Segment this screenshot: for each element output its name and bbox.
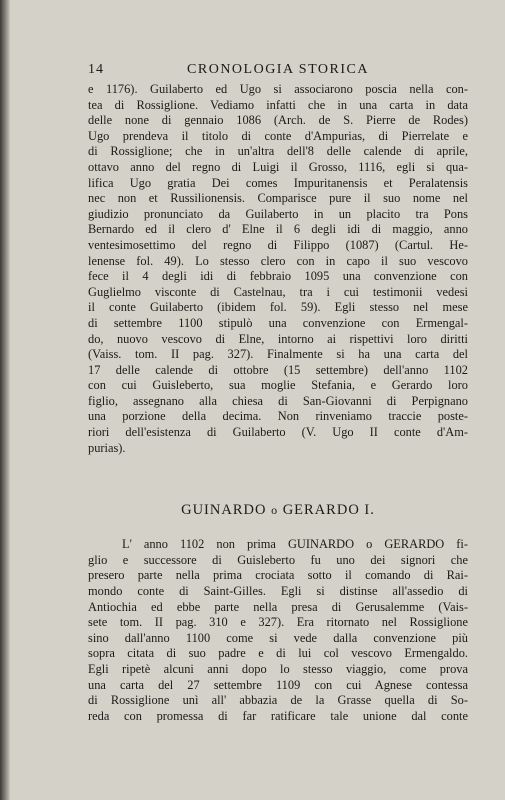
text-line: mondo conte di Saint-Gilles. Egli si distinse all'assedio di <box>88 584 468 599</box>
text-line: Bernardo ed il clero d' Elne il 6 degli idi di maggio, anno <box>88 222 468 237</box>
section-heading <box>88 502 468 519</box>
text-line: purias). <box>88 440 126 455</box>
text-line: delle none di gennaio 1086 (Arch. de S. Pierre de Rodes) <box>88 113 468 128</box>
text-line: lifica Ugo gratia Dei comes Impuritanensis et Peralatensis <box>88 175 468 190</box>
text-line: figlio, assegnano alla chiesa di San-Giovanni di Perpignano <box>88 393 468 408</box>
text-line: sino dall'anno 1100 come si vede dalla convenzione più <box>88 630 468 645</box>
text-line: Guglielmo visconte di Castelnau, tra i cui testimonii vedesi <box>88 284 468 299</box>
text-line: do, nuovo vescovo di Elne, intorno ai rispettivi loro diritti <box>88 331 468 346</box>
text-line: Egli ripetè alcuni anni dopo lo stesso viaggio, come prova <box>88 662 468 676</box>
text-line: presero parte nella prima crociata sotto il comando di Rai- <box>88 568 468 583</box>
page-text-block <box>88 62 468 724</box>
paragraph-guinardo <box>88 537 468 724</box>
text-line: una porzione della decima. Non rinveniamo traccie poste- <box>88 409 468 424</box>
text-line: nec non et Russilionensis. Comparisce pure il suo nome nel <box>88 191 468 206</box>
text-line: reda con promessa di far ratificare tale unione dal conte <box>88 708 468 723</box>
text-line: 17 delle calende di ottobre (15 settembre) dell'anno 1102 <box>88 362 468 377</box>
text-line: Ugo prendeva il titolo di conte d'Ampurias, di Pierrelate e <box>88 128 468 143</box>
paragraph-guilaberto <box>88 82 468 456</box>
text-line: Antiochia ed ebbe parte nella presa di Gerusalemme (Vais- <box>88 599 468 614</box>
text-line: lenense fol. 49). Lo stesso clero con in capo il suo vescovo <box>88 253 468 268</box>
text-line: riori dell'esistenza di Guilaberto (V. Ugo II conte d'Am- <box>88 425 468 440</box>
text-line: ottavo anno del regno di Luigi il Grosso, 1116, egli si qua- <box>88 159 468 174</box>
page-number: 14 <box>88 62 104 77</box>
text-line: sopra citata di suo padre e di lui col vescovo Ermengaldo. <box>88 646 468 661</box>
heading-name-guinardo: GUINARDO <box>181 502 267 519</box>
heading-name-gerardo: GERARDO I. <box>282 502 375 519</box>
text-line: una carta del 27 settembre 1109 con cui Agnese contessa <box>88 677 468 692</box>
page-binding-shadow <box>0 0 10 800</box>
text-line: con cui Guisleberto, sua moglie Stefania, e Gerardo loro <box>88 378 468 393</box>
text-line: giudizio pronunciato da Guilaberto in un placito tra Pons <box>88 206 468 221</box>
running-header <box>88 62 468 82</box>
text-line: glio e successore di Guisleberto fu uno dei signori che <box>88 552 468 567</box>
text-line: di Rossiglione; che in un'altra dell'8 delle calende di aprile, <box>88 144 468 159</box>
text-line: il conte Guilaberto (ibidem fol. 59). Egli stesso nel mese <box>88 300 468 315</box>
text-line: tea di Rossiglione. Vediamo infatti che in una carta in data <box>88 97 468 112</box>
text-line: di Rossiglione unì all' abbazia de la Grasse quella di So- <box>88 693 468 708</box>
text-line: (Vaiss. tom. II pag. 327). Finalmente si ha una carta del <box>88 347 468 362</box>
text-line: e 1176). Guilaberto ed Ugo si associarono poscia nella con- <box>88 82 468 96</box>
text-line: fece il 4 degli idi di febbraio 1095 una convenzione con <box>88 269 468 284</box>
running-title: CRONOLOGIA STORICA <box>187 62 369 77</box>
heading-connector: o <box>271 503 279 518</box>
text-line: L' anno 1102 non prima GUINARDO o GERARDO fi- <box>122 537 468 552</box>
text-line: di settembre 1100 stipulò una convenzione con Ermengal- <box>88 315 468 330</box>
text-line: ventesimosettimo del regno di Filippo (1087) (Cartul. He- <box>88 237 468 252</box>
text-line: sete tom. II pag. 310 e 327). Era ritornato nel Rossiglione <box>88 615 468 630</box>
